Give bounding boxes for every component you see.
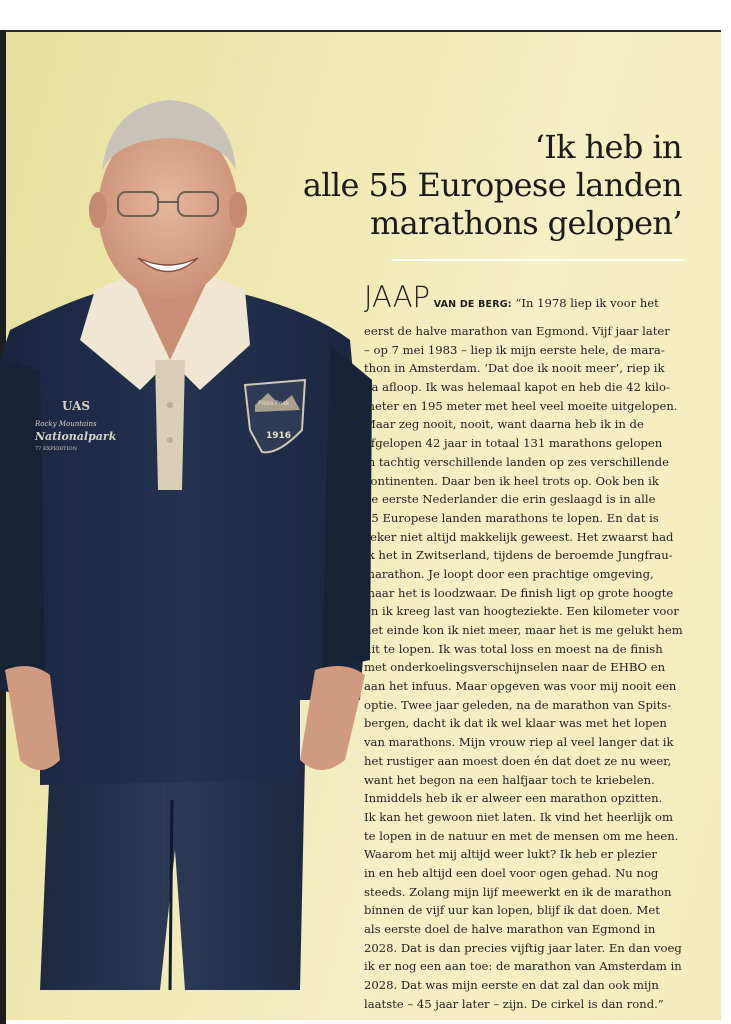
author-first-name: JAAP [364, 280, 431, 314]
article-line: continenten. Daar ben ik heel trots op. Ook ben ik [364, 473, 659, 488]
article-line: laatste – 45 jaar later – zijn. De cirkel is dan rond.” [364, 996, 664, 1011]
byline-row [364, 280, 694, 322]
article-line: het rustiger aan moest doen én dat doet ze nu weer, [364, 753, 672, 768]
article-headline [290, 128, 682, 242]
headline-divider [392, 259, 684, 261]
article-line: ik het in Zwitserland, tijdens de beroemde Jungfrau- [364, 548, 673, 563]
article-line: Inmiddels heb ik er alweer een marathon opzitten. [364, 791, 663, 806]
headline-line: ‘Ik heb in [534, 128, 682, 166]
article-line: de eerste Nederlander die erin geslaagd is in alle [364, 492, 656, 507]
article-line: steeds. Zolang mijn lijf meewerkt en ik de marathon [364, 884, 672, 899]
article-text-lines [364, 322, 694, 1013]
svg-text:Rocky Mountains: Rocky Mountains [35, 420, 97, 428]
article-line: afgelopen 42 jaar in totaal 131 marathons gelopen [364, 436, 663, 451]
article-line: in tachtig verschillende landen op zes verschillende [364, 454, 669, 469]
headline-line: marathons gelopen’ [369, 204, 682, 242]
article-line: want het begon na een halfjaar toch te kriebelen. [364, 772, 655, 787]
article-line: thon in Amsterdam. ‘Dat doe ik nooit meer’, riep ik [364, 361, 665, 376]
svg-text:Pikes Peak: Pikes Peak [258, 400, 290, 407]
article-line: uit te lopen. Ik was total loss en moest na de finish [364, 641, 663, 656]
top-margin [0, 0, 731, 32]
article-line: aan het infuus. Maar opgeven was voor mij nooit een [364, 679, 677, 694]
article-line: Ik kan het gewoon niet laten. Ik vind het heerlijk om [364, 809, 673, 824]
article-line: meter en 195 meter met heel veel moeite uitgelopen. [364, 398, 678, 413]
article-line: na afloop. Ik was helemaal kapot en heb die 42 kilo- [364, 380, 670, 395]
article-line: als eerste doel de halve marathon van Egmond in [364, 922, 656, 936]
article-line: binnen de vijf uur kan lopen, blijf ik dat doen. Met [364, 903, 660, 918]
article-line: Waarom het mij altijd weer lukt? Ik heb er plezier [364, 847, 657, 862]
article-line: optie. Twee jaar geleden, na de marathon van Spits- [364, 697, 672, 712]
article-line: marathon. Je loopt door een prachtige omgeving, [364, 566, 654, 581]
article-line: 2028. Dat is dan precies vijftig jaar later. En dan voeg [364, 940, 682, 955]
article-lead: “In 1978 liep ik voor het [511, 296, 659, 310]
headline-line: alle 55 Europese landen [302, 166, 682, 204]
svg-text:77 EXPEDITION: 77 EXPEDITION [35, 446, 77, 452]
svg-text:1916: 1916 [266, 431, 292, 441]
svg-text:Nationalpark: Nationalpark [35, 430, 117, 443]
author-last-name: VAN DE BERG: [433, 299, 512, 310]
article-line: te lopen in de natuur en met de mensen om me heen. [364, 828, 679, 843]
article-line: eerst de halve marathon van Egmond. Vijf jaar later [364, 324, 670, 338]
article-line: 2028. Dat was mijn eerste en dat zal dan ook mijn [364, 978, 659, 993]
article-line: Maar zeg nooit, nooit, want daarna heb ik in de [364, 417, 644, 432]
svg-text:UAS: UAS [62, 399, 91, 413]
article-line: – op 7 mei 1983 – liep ik mijn eerste hele, de mara- [364, 342, 665, 357]
right-page-margin [721, 30, 731, 1024]
article-line: ik er nog een aan toe: de marathon van Amsterdam in [364, 959, 682, 974]
article-line: maar het is loodzwaar. De finish ligt op grote hoogte [364, 585, 674, 600]
article-line: bergen, dacht ik dat ik wel klaar was met het lopen [364, 716, 667, 731]
article-line: van marathons. Mijn vrouw riep al veel langer dat ik [364, 735, 674, 750]
article-line: in en heb altijd een doel voor ogen gehad. Nu nog [364, 865, 659, 880]
article-line: zeker niet altijd makkelijk geweest. Het zwaarst had [364, 529, 674, 544]
left-arm-sleeve [0, 360, 45, 680]
article-line: en ik kreeg last van hoogteziekte. Een kilometer voor [364, 604, 679, 619]
article-line: het einde kon ik niet meer, maar het is me gelukt hem [364, 623, 683, 637]
article-body [364, 280, 694, 1013]
article-line: 55 Europese landen marathons te lopen. En dat is [364, 510, 659, 525]
article-line: met onderkoelingsverschijnselen naar de EHBO en [364, 660, 666, 675]
